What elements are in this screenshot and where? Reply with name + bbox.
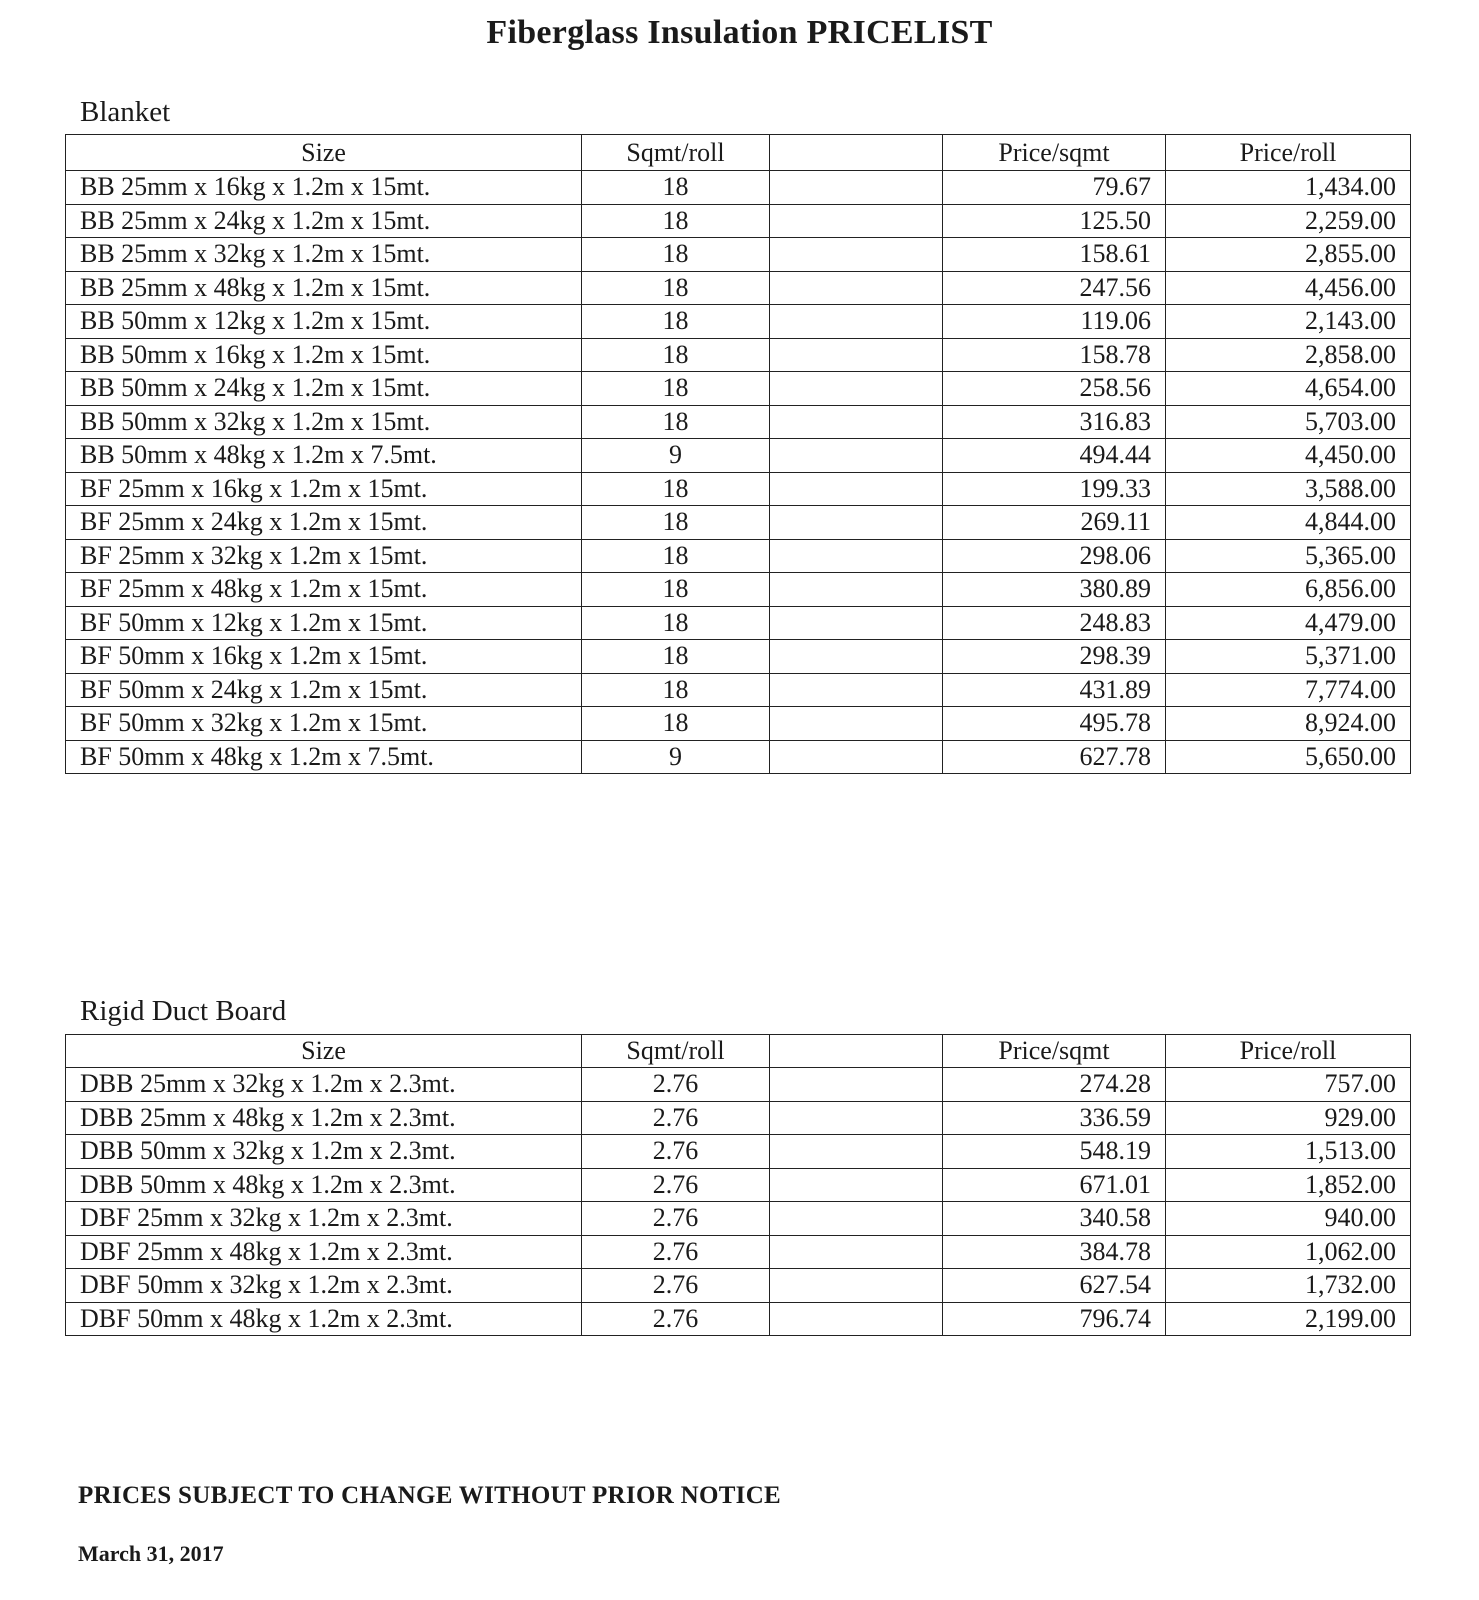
cell-size: BF 25mm x 24kg x 1.2m x 15mt.	[66, 506, 582, 540]
cell-price-roll: 1,062.00	[1166, 1235, 1411, 1269]
table-row	[66, 1269, 1411, 1303]
cell-sqmt-roll: 9	[582, 439, 770, 473]
cell-blank	[770, 1101, 943, 1135]
cell-price-roll: 5,703.00	[1166, 405, 1411, 439]
table-row	[66, 439, 1411, 473]
cell-price-sqmt: 671.01	[943, 1168, 1166, 1202]
cell-price-sqmt: 627.54	[943, 1269, 1166, 1303]
cell-size: BF 50mm x 16kg x 1.2m x 15mt.	[66, 640, 582, 674]
header-price-roll: Price/roll	[1166, 135, 1411, 171]
cell-size: BF 50mm x 12kg x 1.2m x 15mt.	[66, 606, 582, 640]
cell-sqmt-roll: 2.76	[582, 1068, 770, 1102]
cell-price-sqmt: 119.06	[943, 305, 1166, 339]
cell-blank	[770, 271, 943, 305]
header-size: Size	[66, 1035, 582, 1068]
cell-size: BF 50mm x 48kg x 1.2m x 7.5mt.	[66, 740, 582, 774]
header-size: Size	[66, 135, 582, 171]
table-row	[66, 1101, 1411, 1135]
table-row	[66, 338, 1411, 372]
table-row	[66, 1202, 1411, 1236]
cell-price-sqmt: 316.83	[943, 405, 1166, 439]
cell-sqmt-roll: 18	[582, 204, 770, 238]
cell-sqmt-roll: 18	[582, 271, 770, 305]
cell-price-roll: 4,479.00	[1166, 606, 1411, 640]
cell-sqmt-roll: 18	[582, 707, 770, 741]
blanket-price-table	[65, 134, 1411, 774]
cell-price-roll: 2,259.00	[1166, 204, 1411, 238]
cell-blank	[770, 372, 943, 406]
cell-size: BB 25mm x 16kg x 1.2m x 15mt.	[66, 171, 582, 205]
cell-size: BF 50mm x 24kg x 1.2m x 15mt.	[66, 673, 582, 707]
cell-price-sqmt: 384.78	[943, 1235, 1166, 1269]
cell-price-sqmt: 627.78	[943, 740, 1166, 774]
cell-blank	[770, 573, 943, 607]
cell-price-roll: 2,199.00	[1166, 1302, 1411, 1336]
cell-price-sqmt: 199.33	[943, 472, 1166, 506]
header-price-roll: Price/roll	[1166, 1035, 1411, 1068]
cell-sqmt-roll: 18	[582, 673, 770, 707]
header-blank	[770, 1035, 943, 1068]
table-header-row	[66, 1035, 1411, 1068]
cell-sqmt-roll: 9	[582, 740, 770, 774]
blanket-section-label: Blanket	[80, 96, 171, 128]
duct-board-price-table	[65, 1034, 1411, 1336]
cell-sqmt-roll: 18	[582, 405, 770, 439]
table-row	[66, 707, 1411, 741]
table-row	[66, 405, 1411, 439]
cell-price-roll: 1,852.00	[1166, 1168, 1411, 1202]
cell-price-sqmt: 495.78	[943, 707, 1166, 741]
cell-size: DBF 25mm x 48kg x 1.2m x 2.3mt.	[66, 1235, 582, 1269]
table-row	[66, 204, 1411, 238]
cell-blank	[770, 405, 943, 439]
cell-size: BF 25mm x 48kg x 1.2m x 15mt.	[66, 573, 582, 607]
cell-size: DBF 50mm x 48kg x 1.2m x 2.3mt.	[66, 1302, 582, 1336]
cell-price-sqmt: 494.44	[943, 439, 1166, 473]
cell-sqmt-roll: 2.76	[582, 1302, 770, 1336]
cell-price-roll: 5,650.00	[1166, 740, 1411, 774]
table-row	[66, 640, 1411, 674]
cell-size: BF 50mm x 32kg x 1.2m x 15mt.	[66, 707, 582, 741]
cell-sqmt-roll: 2.76	[582, 1168, 770, 1202]
table-row	[66, 238, 1411, 272]
cell-blank	[770, 673, 943, 707]
cell-blank	[770, 238, 943, 272]
cell-size: DBF 25mm x 32kg x 1.2m x 2.3mt.	[66, 1202, 582, 1236]
cell-price-roll: 3,588.00	[1166, 472, 1411, 506]
cell-sqmt-roll: 18	[582, 573, 770, 607]
cell-price-roll: 8,924.00	[1166, 707, 1411, 741]
cell-size: DBF 50mm x 32kg x 1.2m x 2.3mt.	[66, 1269, 582, 1303]
table-row	[66, 305, 1411, 339]
cell-price-sqmt: 298.39	[943, 640, 1166, 674]
cell-size: BB 25mm x 32kg x 1.2m x 15mt.	[66, 238, 582, 272]
cell-price-roll: 1,513.00	[1166, 1135, 1411, 1169]
table-row	[66, 372, 1411, 406]
cell-price-roll: 4,450.00	[1166, 439, 1411, 473]
cell-blank	[770, 539, 943, 573]
cell-price-sqmt: 548.19	[943, 1135, 1166, 1169]
cell-price-sqmt: 380.89	[943, 573, 1166, 607]
cell-sqmt-roll: 2.76	[582, 1135, 770, 1169]
cell-price-roll: 5,365.00	[1166, 539, 1411, 573]
cell-sqmt-roll: 2.76	[582, 1235, 770, 1269]
cell-price-sqmt: 796.74	[943, 1302, 1166, 1336]
cell-sqmt-roll: 2.76	[582, 1269, 770, 1303]
cell-size: BF 25mm x 16kg x 1.2m x 15mt.	[66, 472, 582, 506]
table-row	[66, 271, 1411, 305]
cell-price-sqmt: 340.58	[943, 1202, 1166, 1236]
cell-price-roll: 929.00	[1166, 1101, 1411, 1135]
header-price-sqmt: Price/sqmt	[943, 1035, 1166, 1068]
duct-board-section-label: Rigid Duct Board	[80, 995, 287, 1027]
cell-size: BF 25mm x 32kg x 1.2m x 15mt.	[66, 539, 582, 573]
table-row	[66, 1235, 1411, 1269]
cell-size: BB 25mm x 48kg x 1.2m x 15mt.	[66, 271, 582, 305]
cell-price-roll: 757.00	[1166, 1068, 1411, 1102]
cell-price-roll: 1,434.00	[1166, 171, 1411, 205]
cell-sqmt-roll: 18	[582, 640, 770, 674]
header-blank	[770, 135, 943, 171]
table-row	[66, 506, 1411, 540]
cell-price-roll: 940.00	[1166, 1202, 1411, 1236]
cell-price-roll: 4,456.00	[1166, 271, 1411, 305]
page-title: Fiberglass Insulation PRICELIST	[486, 14, 993, 51]
cell-size: DBB 50mm x 48kg x 1.2m x 2.3mt.	[66, 1168, 582, 1202]
cell-blank	[770, 204, 943, 238]
cell-sqmt-roll: 18	[582, 506, 770, 540]
cell-blank	[770, 606, 943, 640]
cell-blank	[770, 439, 943, 473]
cell-blank	[770, 338, 943, 372]
cell-price-sqmt: 336.59	[943, 1101, 1166, 1135]
cell-sqmt-roll: 18	[582, 171, 770, 205]
table-row	[66, 539, 1411, 573]
cell-price-roll: 7,774.00	[1166, 673, 1411, 707]
cell-price-roll: 2,855.00	[1166, 238, 1411, 272]
table-row	[66, 1135, 1411, 1169]
cell-sqmt-roll: 18	[582, 338, 770, 372]
cell-blank	[770, 506, 943, 540]
cell-price-sqmt: 158.78	[943, 338, 1166, 372]
cell-blank	[770, 1269, 943, 1303]
table-row	[66, 573, 1411, 607]
cell-price-sqmt: 258.56	[943, 372, 1166, 406]
cell-sqmt-roll: 2.76	[582, 1101, 770, 1135]
cell-size: BB 25mm x 24kg x 1.2m x 15mt.	[66, 204, 582, 238]
cell-price-sqmt: 247.56	[943, 271, 1166, 305]
table-row	[66, 606, 1411, 640]
table-row	[66, 1302, 1411, 1336]
cell-price-sqmt: 274.28	[943, 1068, 1166, 1102]
table-header-row	[66, 135, 1411, 171]
cell-blank	[770, 707, 943, 741]
cell-price-roll: 4,654.00	[1166, 372, 1411, 406]
cell-blank	[770, 171, 943, 205]
header-sqmt-roll: Sqmt/roll	[582, 135, 770, 171]
cell-price-roll: 4,844.00	[1166, 506, 1411, 540]
cell-price-sqmt: 79.67	[943, 171, 1166, 205]
cell-blank	[770, 1202, 943, 1236]
price-change-notice: PRICES SUBJECT TO CHANGE WITHOUT PRIOR NOTICE	[78, 1482, 782, 1509]
cell-sqmt-roll: 18	[582, 539, 770, 573]
cell-price-sqmt: 431.89	[943, 673, 1166, 707]
header-price-sqmt: Price/sqmt	[943, 135, 1166, 171]
table-row	[66, 171, 1411, 205]
cell-sqmt-roll: 2.76	[582, 1202, 770, 1236]
cell-sqmt-roll: 18	[582, 372, 770, 406]
cell-blank	[770, 472, 943, 506]
cell-blank	[770, 740, 943, 774]
cell-price-roll: 6,856.00	[1166, 573, 1411, 607]
cell-sqmt-roll: 18	[582, 472, 770, 506]
cell-size: BB 50mm x 32kg x 1.2m x 15mt.	[66, 405, 582, 439]
cell-blank	[770, 1302, 943, 1336]
cell-blank	[770, 1235, 943, 1269]
document-date: March 31, 2017	[78, 1541, 224, 1566]
table-row	[66, 673, 1411, 707]
cell-sqmt-roll: 18	[582, 305, 770, 339]
cell-price-sqmt: 298.06	[943, 539, 1166, 573]
cell-size: BB 50mm x 48kg x 1.2m x 7.5mt.	[66, 439, 582, 473]
table-row	[66, 1168, 1411, 1202]
cell-size: BB 50mm x 24kg x 1.2m x 15mt.	[66, 372, 582, 406]
table-row	[66, 740, 1411, 774]
cell-size: BB 50mm x 16kg x 1.2m x 15mt.	[66, 338, 582, 372]
cell-blank	[770, 1068, 943, 1102]
cell-size: BB 50mm x 12kg x 1.2m x 15mt.	[66, 305, 582, 339]
cell-sqmt-roll: 18	[582, 238, 770, 272]
cell-blank	[770, 1135, 943, 1169]
cell-sqmt-roll: 18	[582, 606, 770, 640]
table-row	[66, 472, 1411, 506]
cell-price-sqmt: 248.83	[943, 606, 1166, 640]
cell-price-roll: 1,732.00	[1166, 1269, 1411, 1303]
cell-size: DBB 50mm x 32kg x 1.2m x 2.3mt.	[66, 1135, 582, 1169]
cell-size: DBB 25mm x 48kg x 1.2m x 2.3mt.	[66, 1101, 582, 1135]
header-sqmt-roll: Sqmt/roll	[582, 1035, 770, 1068]
cell-price-sqmt: 125.50	[943, 204, 1166, 238]
cell-price-roll: 5,371.00	[1166, 640, 1411, 674]
cell-price-sqmt: 158.61	[943, 238, 1166, 272]
cell-blank	[770, 1168, 943, 1202]
cell-price-roll: 2,858.00	[1166, 338, 1411, 372]
cell-blank	[770, 640, 943, 674]
cell-price-sqmt: 269.11	[943, 506, 1166, 540]
table-row	[66, 1068, 1411, 1102]
cell-price-roll: 2,143.00	[1166, 305, 1411, 339]
cell-blank	[770, 305, 943, 339]
cell-size: DBB 25mm x 32kg x 1.2m x 2.3mt.	[66, 1068, 582, 1102]
